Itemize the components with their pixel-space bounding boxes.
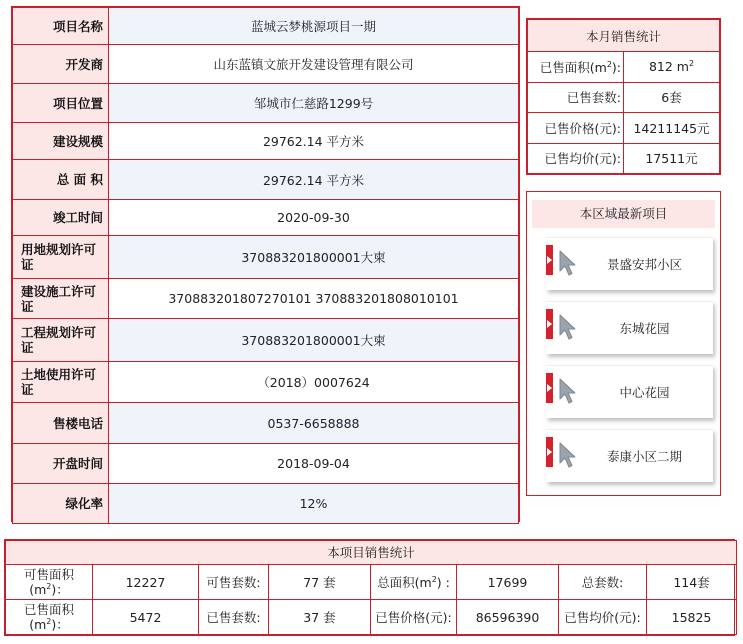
info-label: 建设规模 [13, 123, 109, 160]
avg-price-value: 15825 [647, 600, 737, 635]
info-row [13, 484, 519, 524]
project-link-item[interactable] [546, 365, 713, 418]
info-value: 29762.14 平方米 [109, 123, 519, 160]
info-label: 用地规划许可证 [13, 236, 109, 279]
info-value: （2018）0007624 [109, 362, 519, 403]
info-label: 项目名称 [13, 8, 109, 45]
info-row [13, 319, 519, 362]
avail-area-label: 可售面积$(m^2)$： [6, 565, 93, 600]
cursor-arrow-icon [558, 313, 580, 341]
project-sales-panel [4, 539, 735, 636]
project-link-item[interactable] [546, 237, 713, 290]
area-latest-title: 本区域最新项目 [532, 200, 715, 228]
red-tab-icon [546, 437, 553, 467]
project-info-panel [11, 6, 520, 522]
sold-price-value: 86596390 [457, 600, 559, 635]
sold-area-label: 已售面积$(m^2)$: [528, 52, 624, 83]
info-row [13, 444, 519, 484]
info-label: 总 面 积 [13, 160, 109, 200]
info-value: 0537-6658888 [109, 403, 519, 444]
info-row [13, 200, 519, 236]
project-link-item[interactable] [546, 301, 713, 354]
project-sales-table [5, 540, 737, 635]
info-label: 竣工时间 [13, 200, 109, 236]
sold-area-label: 已售面积$(m^2)$： [6, 600, 93, 635]
project-name: 中心花园 [619, 385, 670, 400]
sold-price-value: 14211145元 [624, 113, 720, 144]
area-latest-projects-panel [526, 191, 721, 496]
red-tab-icon [546, 309, 553, 339]
sold-price-label: 已售价格(元): [528, 113, 624, 144]
project-name: 景盛安邦小区 [606, 257, 682, 272]
cursor-arrow-icon [558, 377, 580, 405]
info-value: 2020-09-30 [109, 200, 519, 236]
project-sales-title: 本项目销售统计 [6, 541, 737, 565]
red-tab-icon [546, 245, 553, 275]
info-row [13, 160, 519, 200]
sold-units-label: 已售套数: [528, 82, 624, 113]
sold-area-value: 5472 [93, 600, 199, 635]
total-units-label: 总套数: [559, 565, 647, 600]
info-label: 土地使用许可证 [13, 362, 109, 403]
info-label: 工程规划许可证 [13, 319, 109, 362]
info-label: 绿化率 [13, 484, 109, 524]
avail-units-value: 77 套 [269, 565, 371, 600]
avg-price-label: 已售均价(元): [528, 143, 624, 174]
info-label: 开发商 [13, 45, 109, 84]
info-row [13, 362, 519, 403]
info-value: 山东蓝镇文旅开发建设管理有限公司 [109, 45, 519, 84]
info-value: 蓝城云梦桃源项目一期 [109, 8, 519, 45]
info-value: 29762.14 平方米 [109, 160, 519, 200]
info-row [13, 279, 519, 319]
info-label: 开盘时间 [13, 444, 109, 484]
info-value: 12% [109, 484, 519, 524]
info-row [13, 45, 519, 84]
stats-row [6, 565, 737, 600]
cursor-arrow-icon [558, 249, 580, 277]
info-value: 370883201800001大柬 [109, 236, 519, 279]
info-value: 2018-09-04 [109, 444, 519, 484]
project-info-table [12, 7, 519, 524]
sold-area-value: 812 $m^2$ [624, 52, 720, 83]
info-row [13, 84, 519, 123]
monthly-sales-table [527, 19, 720, 174]
sold-units-value: 6套 [624, 82, 720, 113]
info-row [13, 123, 519, 160]
info-row [13, 8, 519, 45]
sold-units-label: 已售套数: [199, 600, 269, 635]
project-name: 泰康小区二期 [606, 449, 682, 464]
total-area-label: 总面积$(m^2)$ : [371, 565, 457, 600]
info-label: 售楼电话 [13, 403, 109, 444]
project-name: 东城花园 [619, 321, 670, 336]
avail-area-value: 12227 [93, 565, 199, 600]
info-label: 项目位置 [13, 84, 109, 123]
monthly-sales-title: 本月销售统计 [528, 20, 720, 52]
info-label: 建设施工许可证 [13, 279, 109, 319]
avg-price-label: 已售均价(元): [559, 600, 647, 635]
total-units-value: 114套 [647, 565, 737, 600]
info-value: 邹城市仁慈路1299号 [109, 84, 519, 123]
info-row [13, 236, 519, 279]
monthly-sales-panel [526, 18, 721, 175]
avg-price-value: 17511元 [624, 143, 720, 174]
sold-units-value: 37 套 [269, 600, 371, 635]
cursor-arrow-icon [558, 441, 580, 469]
sold-price-label: 已售价格(元): [371, 600, 457, 635]
info-row [13, 403, 519, 444]
total-area-value: 17699 [457, 565, 559, 600]
info-value: 370883201800001大柬 [109, 319, 519, 362]
stats-row [6, 600, 737, 635]
project-link-item[interactable] [546, 429, 713, 482]
info-value: 370883201807270101 370883201808010101 [109, 279, 519, 319]
red-tab-icon [546, 373, 553, 403]
avail-units-label: 可售套数: [199, 565, 269, 600]
